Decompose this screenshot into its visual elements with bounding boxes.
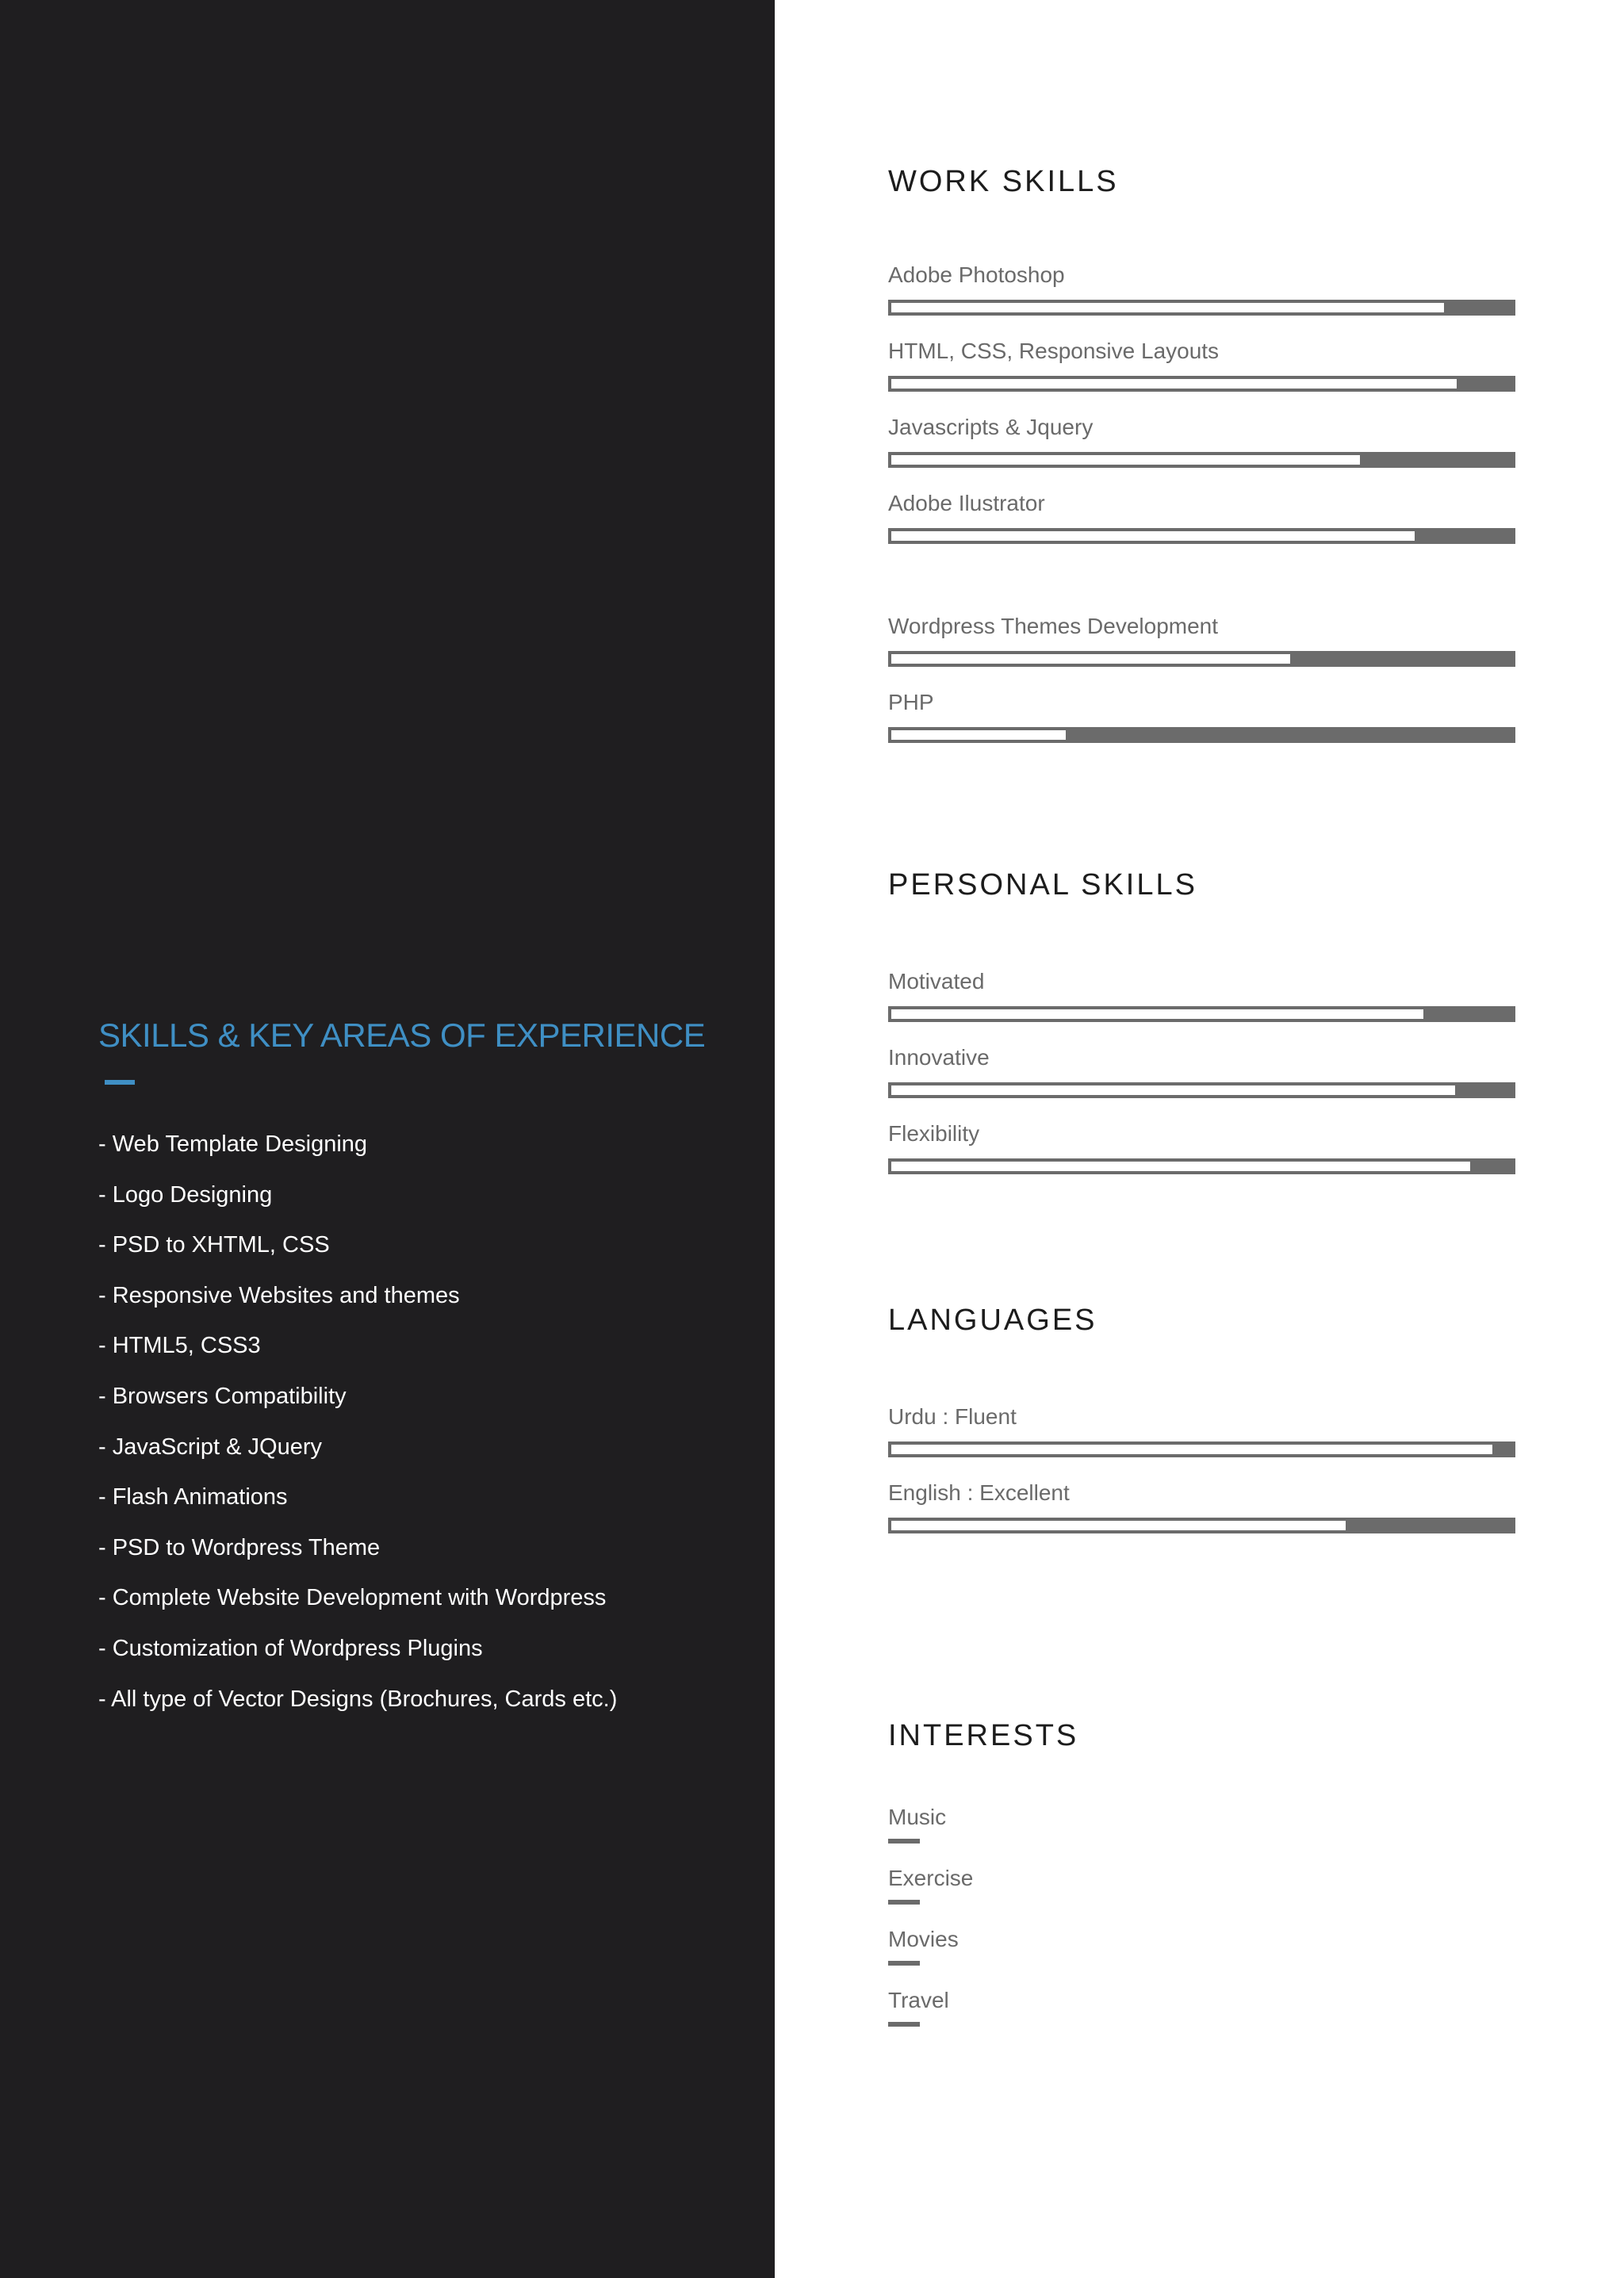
personal-skill-item [888, 1044, 1515, 1071]
skill-bar [888, 727, 1515, 743]
interest-item [888, 1865, 973, 1892]
skill-label: Adobe Photoshop [888, 262, 1065, 287]
experience-item: - PSD to Wordpress Theme [98, 1534, 381, 1560]
experience-heading-underline [105, 1080, 135, 1085]
skill-bar-fill [891, 455, 1360, 465]
experience-item: - Browsers Compatibility [98, 1383, 347, 1409]
skill-label: Motivated [888, 969, 985, 994]
personal-skill-item [888, 968, 1515, 995]
skill-bar-fill [891, 303, 1444, 312]
skill-label: Javascripts & Jquery [888, 415, 1094, 439]
experience-item: - All type of Vector Designs (Brochures, Cards etc.) [98, 1686, 618, 1712]
work-skill-item [888, 490, 1515, 517]
experience-item: - Flash Animations [98, 1484, 288, 1510]
skill-label: HTML, CSS, Responsive Layouts [888, 339, 1220, 363]
experience-item: - Customization of Wordpress Plugins [98, 1635, 483, 1661]
skill-label: Innovative [888, 1045, 990, 1070]
experience-item: - PSD to XHTML, CSS [98, 1232, 330, 1258]
experience-list [98, 1131, 617, 1736]
personal-skill-item [888, 1120, 1515, 1147]
language-label: Urdu : Fluent [888, 1404, 1017, 1429]
personal-skills-title: PERSONAL SKILLS [888, 868, 1197, 902]
skill-bar [888, 452, 1515, 468]
experience-item: - Responsive Websites and themes [98, 1282, 460, 1308]
interest-dash [888, 2022, 920, 2027]
skill-bar [888, 1006, 1515, 1022]
languages-title: LANGUAGES [888, 1304, 1097, 1337]
skill-bar [888, 300, 1515, 316]
experience-item: - Web Template Designing [98, 1131, 368, 1157]
work-skills-title: WORK SKILLS [888, 165, 1119, 198]
skill-label: Wordpress Themes Development [888, 614, 1219, 638]
skill-bar [888, 1441, 1515, 1457]
skill-bar-fill [891, 654, 1290, 664]
skill-bar-fill [891, 1521, 1346, 1530]
experience-item: - Logo Designing [98, 1181, 273, 1208]
language-item [888, 1403, 1515, 1430]
experience-heading: SKILLS & KEY AREAS OF EXPERIENCE [98, 1016, 706, 1054]
interest-dash [888, 1900, 920, 1905]
skill-bar [888, 1518, 1515, 1533]
interest-label: Exercise [888, 1866, 974, 1890]
experience-item: - JavaScript & JQuery [98, 1434, 323, 1460]
skill-bar-fill [891, 1445, 1492, 1454]
skill-bar [888, 1158, 1515, 1174]
interest-label: Music [888, 1805, 947, 1829]
left-panel [0, 0, 775, 2278]
skill-bar-fill [891, 1009, 1423, 1019]
interest-label: Travel [888, 1988, 949, 2012]
experience-item: - HTML5, CSS3 [98, 1333, 261, 1359]
interest-label: Movies [888, 1927, 959, 1951]
interests-title: INTERESTS [888, 1719, 1079, 1752]
work-skill-item [888, 689, 1515, 716]
work-skill-item [888, 262, 1515, 289]
language-label: English : Excellent [888, 1480, 1070, 1505]
skill-bar-fill [891, 1085, 1455, 1095]
interest-item [888, 1926, 959, 1953]
skill-bar-fill [891, 379, 1457, 389]
skill-label: Flexibility [888, 1121, 980, 1146]
skill-bar-fill [891, 730, 1066, 740]
work-skill-item [888, 414, 1515, 441]
interest-dash [888, 1839, 920, 1843]
skill-bar [888, 1082, 1515, 1098]
work-skill-item [888, 338, 1515, 365]
skill-label: PHP [888, 690, 934, 714]
work-skill-item [888, 613, 1515, 640]
language-item [888, 1480, 1515, 1507]
skill-bar [888, 528, 1515, 544]
interest-item [888, 1987, 949, 2014]
skill-bar-fill [891, 1162, 1470, 1171]
skill-bar-fill [891, 531, 1415, 541]
interest-dash [888, 1961, 920, 1966]
interest-item [888, 1804, 946, 1831]
skill-label: Adobe Ilustrator [888, 491, 1045, 515]
experience-item: - Complete Website Development with Wordpress [98, 1585, 607, 1611]
skill-bar [888, 651, 1515, 667]
skill-bar [888, 376, 1515, 392]
